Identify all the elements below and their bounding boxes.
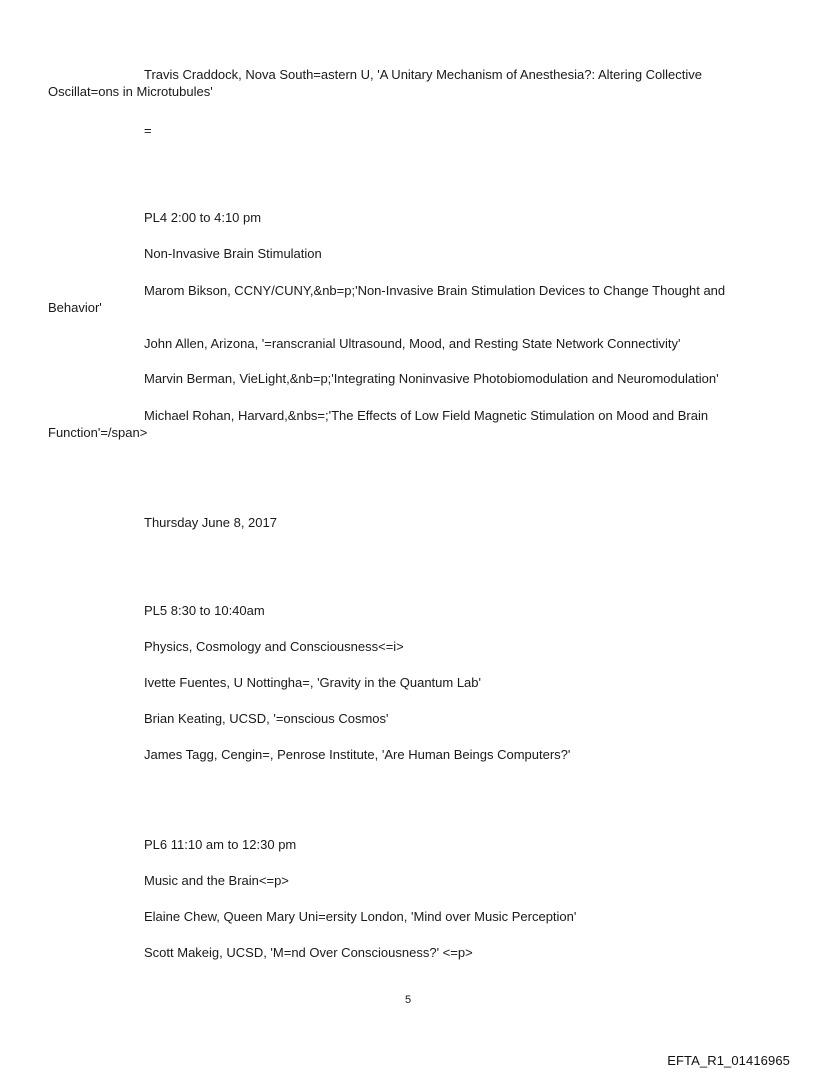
page-number: 5 (404, 994, 412, 1006)
talk-rohan: Michael Rohan, Harvard,&nbs=;'The Effects of Low Field Magnetic Stimulation on Mood and Brain Function'=/span> (48, 408, 709, 440)
day-heading: Thursday June 8, 2017 (144, 515, 277, 530)
talk-bikson: Marom Bikson, CCNY/CUNY,&nb=p;'Non-Invasive Brain Stimulation Devices to Change Thought and Behavior' (48, 283, 726, 315)
session-pl4-title: Non-Invasive Brain Stimulation (144, 246, 322, 261)
session-pl6-heading: PL6 11:10 am to 12:30 pm (144, 837, 297, 852)
document-id: EFTA_R1_01416965 (667, 1053, 790, 1068)
stray-character: = (144, 123, 152, 138)
session-pl5-heading: PL5 8:30 to 10:40am (144, 603, 265, 618)
talk-chew: Elaine Chew, Queen Mary Uni=ersity London, 'Mind over Music Perception' (144, 909, 577, 924)
session-pl6-title: Music and the Brain<=p> (144, 873, 289, 888)
talk-keating: Brian Keating, UCSD, '=onscious Cosmos' (144, 711, 389, 726)
talk-allen: John Allen, Arizona, '=ranscranial Ultrasound, Mood, and Resting State Network Connectivity' (144, 336, 681, 351)
talk-fuentes: Ivette Fuentes, U Nottingha=, 'Gravity in the Quantum Lab' (144, 675, 482, 690)
talk-berman: Marvin Berman, VieLight,&nb=p;'Integrating Noninvasive Photobiomodulation and Neuromodulation' (144, 371, 719, 386)
talk-makeig: Scott Makeig, UCSD, 'M=nd Over Consciousness?' <=p> (144, 945, 473, 960)
session-pl4-heading: PL4 2:00 to 4:10 pm (144, 210, 262, 225)
talk-tagg: James Tagg, Cengin=, Penrose Institute, 'Are Human Beings Computers?' (144, 747, 571, 762)
session-pl5-title: Physics, Cosmology and Consciousness<=i> (144, 639, 404, 654)
talk-craddock: Travis Craddock, Nova South=astern U, 'A Unitary Mechanism of Anesthesia?: Altering Collective Oscillat=ons in Microtubules' (48, 67, 703, 99)
